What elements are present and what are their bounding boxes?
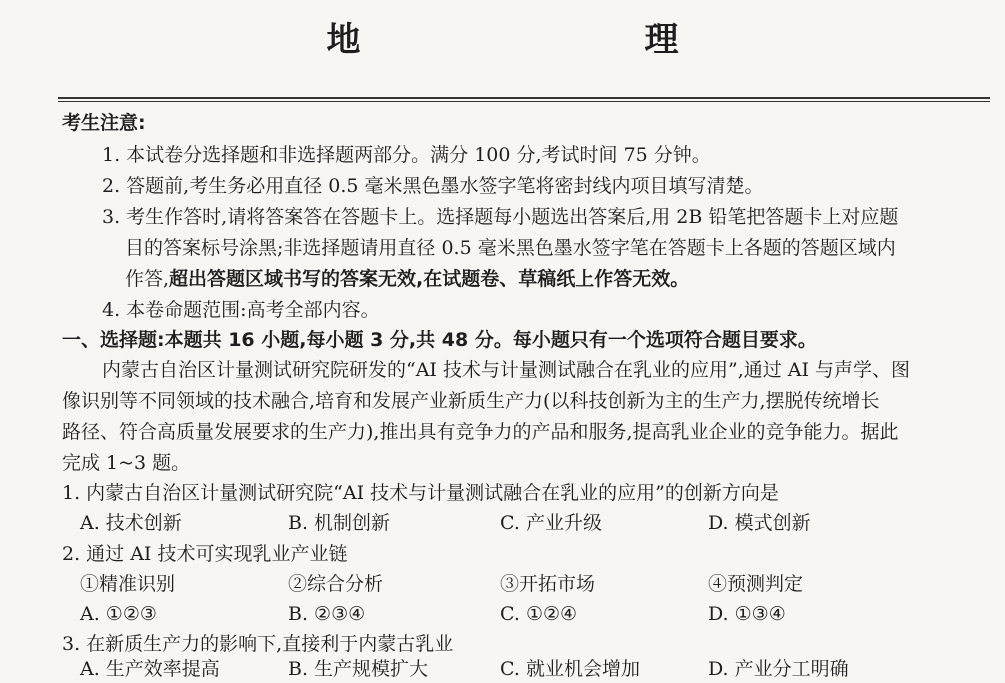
notice-item-1: 1. 本试卷分选择题和非选择题两部分。满分 100 分,考试时间 75 分钟。	[102, 144, 711, 166]
section-heading: 一、选择题:本题共 16 小题,每小题 3 分,共 48 分。每小题只有一个选项符合题目要求。	[62, 329, 817, 351]
header-rule-thick	[58, 97, 990, 99]
question-2-item-3: ③开拓市场	[500, 573, 596, 595]
header-rule-thin	[58, 101, 990, 102]
question-3-stem: 3. 在新质生产力的影响下,直接利于内蒙古乳业	[62, 633, 454, 655]
passage-line-1: 内蒙古自治区计量测试研究院研发的“AI 技术与计量测试融合在乳业的应用”,通过 AI 与声学、图	[102, 359, 911, 381]
question-2-option-a: A. ①②③	[80, 603, 157, 625]
question-2-option-d: D. ①③④	[708, 603, 786, 625]
notice-item-3-end	[125, 266, 689, 292]
question-2-stem: 2. 通过 AI 技术可实现乳业产业链	[62, 543, 348, 565]
question-1-option-d: D. 模式创新	[708, 512, 811, 534]
question-2-option-b: B. ②③④	[288, 603, 366, 625]
question-2-option-c: C. ①②④	[500, 603, 578, 625]
passage-line-2: 像识别等不同领域的技术融合,培育和发展产业新质生产力(以科技创新为主的生产力,摆脱传统增长	[62, 390, 880, 412]
notice-item-4: 4. 本卷命题范围:高考全部内容。	[102, 299, 380, 321]
question-2-item-4: ④预测判定	[708, 573, 804, 595]
notice-heading: 考生注意:	[62, 112, 146, 134]
passage-line-3: 路径、符合高质量发展要求的生产力),推出具有竞争力的产品和服务,提高乳业企业的竞争能力。据此	[62, 421, 899, 443]
question-2-item-2: ②综合分析	[288, 573, 384, 595]
question-2-item-1: ①精准识别	[80, 573, 176, 595]
notice-item-3: 3. 考生作答时,请将答案答在答题卡上。选择题每小题选出答案后,用 2B 铅笔把答题卡上对应题	[102, 206, 899, 228]
question-3-option-b: B. 生产规模扩大	[288, 658, 429, 680]
question-1-stem: 1. 内蒙古自治区计量测试研究院“AI 技术与计量测试融合在乳业的应用”的创新方向是	[62, 482, 779, 504]
notice-item-3-cont: 目的答案标号涂黑;非选择题请用直径 0.5 毫米黑色墨水签字笔在答题卡上各题的答题区域内	[125, 237, 896, 259]
question-3-option-a: A. 生产效率提高	[80, 658, 220, 680]
question-1-option-a: A. 技术创新	[80, 512, 182, 534]
question-1-option-b: B. 机制创新	[288, 512, 391, 534]
notice-item-3-prefix: 作答,	[125, 268, 170, 290]
page-title: 地 理	[326, 20, 751, 60]
passage-line-4: 完成 1~3 题。	[62, 452, 191, 474]
question-3-option-d: D. 产业分工明确	[708, 658, 849, 680]
question-3-option-c: C. 就业机会增加	[500, 658, 640, 680]
notice-item-3-emphasis: 超出答题区域书写的答案无效,在试题卷、草稿纸上作答无效。	[169, 268, 690, 290]
question-1-option-c: C. 产业升级	[500, 512, 602, 534]
notice-item-2: 2. 答题前,考生务必用直径 0.5 毫米黑色墨水签字笔将密封线内项目填写清楚。	[102, 175, 764, 197]
